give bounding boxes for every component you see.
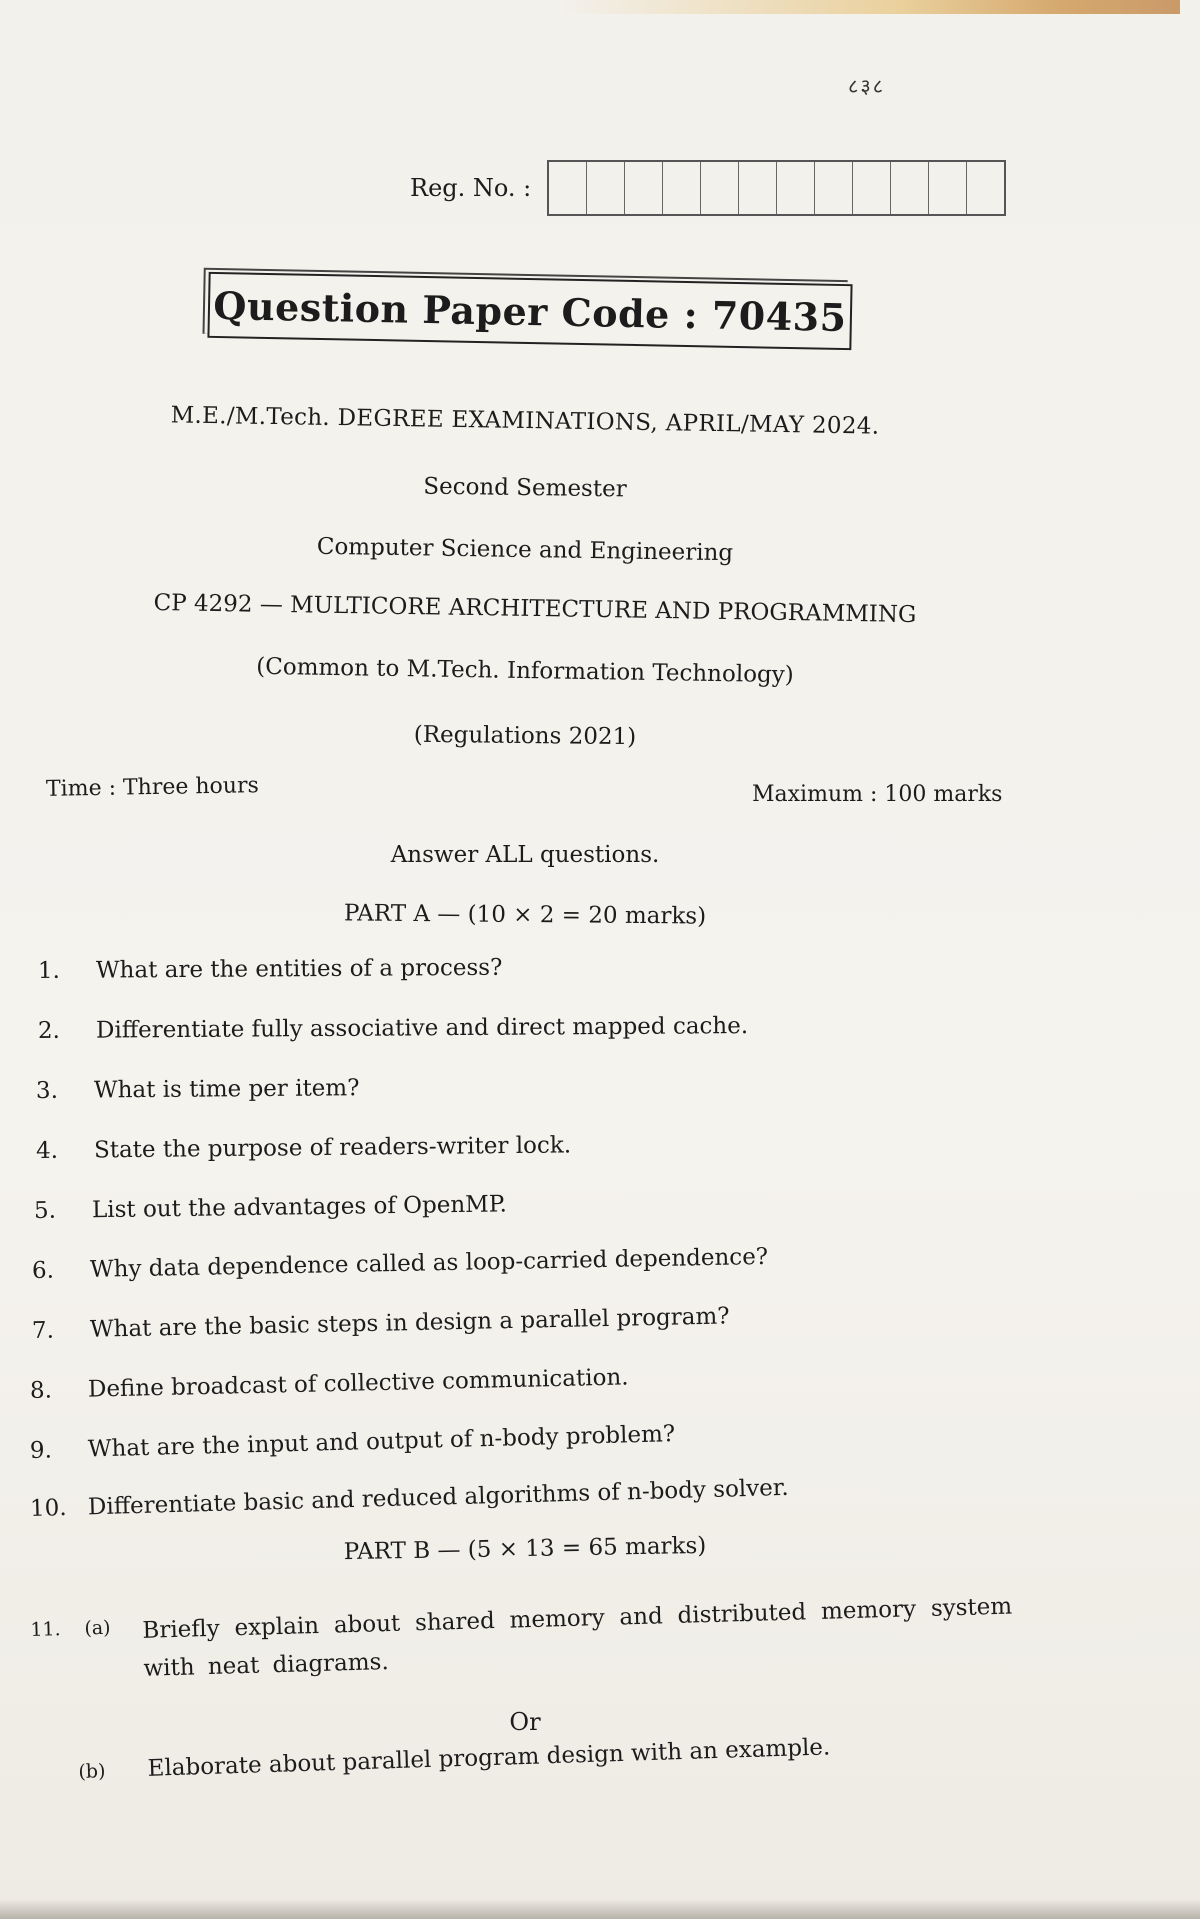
question-paper-code: Question Paper Code : 70435 <box>213 282 847 340</box>
question-text: Define broadcast of collective communication. <box>87 1364 629 1403</box>
question-text: List out the advantages of OpenMP. <box>91 1191 508 1224</box>
question-paper-code-box <box>207 272 852 350</box>
part-b-title: PART B — (5 × 13 = 65 marks) <box>343 1532 707 1566</box>
part-a-question <box>38 1013 748 1044</box>
sub-label: (a) <box>84 1616 111 1640</box>
question-number: 5. <box>33 1197 57 1224</box>
question-number: 11. <box>30 1618 61 1641</box>
reg-no-boxes <box>547 160 1006 216</box>
question-number: 8. <box>29 1377 53 1404</box>
part-a-question <box>36 1075 360 1104</box>
question-number: 2. <box>37 1017 61 1044</box>
department: Computer Science and Engineering <box>316 533 734 567</box>
reg-no-digit-box[interactable] <box>891 162 929 214</box>
regulations: (Regulations 2021) <box>413 721 637 751</box>
exam-title: M.E./M.Tech. DEGREE EXAMINATIONS, APRIL/MAY 2024. <box>170 402 880 440</box>
common-to: (Common to M.Tech. Information Technology) <box>256 653 794 689</box>
question-text: Briefly explain about shared memory and distributed memory system with neat diagrams. <box>142 1593 1013 1682</box>
course-title: CP 4292 — MULTICORE ARCHITECTURE AND PROGRAMMING <box>153 590 917 628</box>
question-number: 10. <box>29 1494 67 1522</box>
part-a-question <box>30 1364 629 1404</box>
or-separator: Or <box>509 1708 541 1736</box>
reg-no-digit-box[interactable] <box>587 162 625 214</box>
part-a-question <box>38 955 503 984</box>
instruction: Answer ALL questions. <box>390 842 660 868</box>
reg-no-digit-box[interactable] <box>739 162 777 214</box>
reg-no-digit-box[interactable] <box>549 162 587 214</box>
sub-label: (b) <box>78 1760 106 1783</box>
question-text: State the purpose of readers-writer lock. <box>93 1132 572 1164</box>
question-text: Elaborate about parallel program design with an example. <box>147 1734 831 1782</box>
maximum-marks: Maximum : 100 marks <box>752 782 1003 807</box>
part-a-title: PART A — (10 × 2 = 20 marks) <box>343 900 707 930</box>
reg-no-label: Reg. No. : <box>410 174 532 202</box>
question-11a <box>30 1587 1030 1682</box>
question-text: What are the input and output of n-body problem? <box>87 1421 676 1463</box>
semester: Second Semester <box>423 473 627 503</box>
reg-no-digit-box[interactable] <box>815 162 853 214</box>
handwritten-corner-mark: ८३८ <box>848 74 886 98</box>
question-number: 7. <box>31 1317 55 1344</box>
question-text: Differentiate basic and reduced algorithms of n-body solver. <box>87 1474 789 1521</box>
part-a-question <box>34 1191 507 1224</box>
question-number: 3. <box>35 1077 59 1104</box>
question-number: 9. <box>29 1437 53 1464</box>
page-bottom-shadow <box>0 1899 1200 1919</box>
reg-no-digit-box[interactable] <box>929 162 967 214</box>
question-text: Differentiate fully associative and direct mapped cache. <box>95 1013 749 1044</box>
time-allowed: Time : Three hours <box>45 773 259 802</box>
question-text: What are the basic steps in design a parallel program? <box>89 1303 730 1343</box>
question-text: What is time per item? <box>93 1075 360 1104</box>
part-a-question <box>36 1132 571 1164</box>
question-number: 1. <box>37 957 61 984</box>
reg-no-digit-box[interactable] <box>663 162 701 214</box>
part-a-question <box>32 1244 769 1284</box>
reg-no-row <box>410 160 1006 216</box>
reg-no-digit-box[interactable] <box>701 162 739 214</box>
part-a-question <box>30 1475 789 1522</box>
question-number: 6. <box>31 1257 55 1284</box>
paper-edge-strip <box>560 0 1180 14</box>
reg-no-digit-box[interactable] <box>853 162 891 214</box>
question-11b <box>78 1734 831 1784</box>
reg-no-digit-box[interactable] <box>625 162 663 214</box>
part-a-question <box>32 1303 730 1344</box>
reg-no-digit-box[interactable] <box>777 162 815 214</box>
question-text: Why data dependence called as loop-carried dependence? <box>89 1243 769 1283</box>
part-a-question <box>30 1421 676 1464</box>
reg-no-digit-box[interactable] <box>967 162 1004 214</box>
question-text: What are the entities of a process? <box>95 954 503 984</box>
question-number: 4. <box>35 1137 59 1164</box>
